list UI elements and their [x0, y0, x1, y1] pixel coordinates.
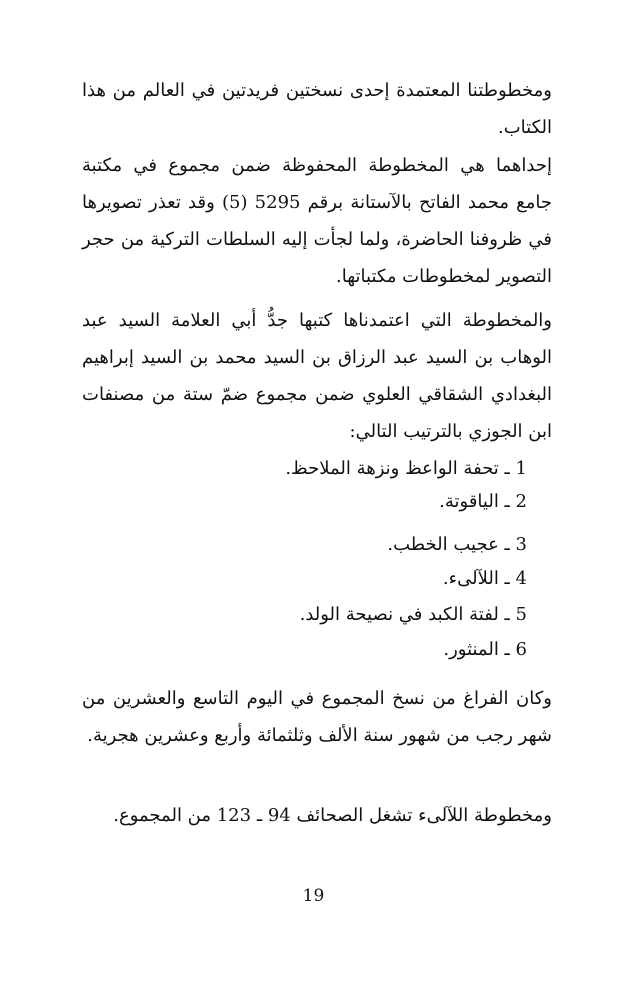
list-item-3: 3 ـ عجيب الخطب. [387, 534, 527, 555]
list-item-1: 1 ـ تحفة الواعظ ونزهة الملاحظ. [285, 458, 527, 479]
list-item-5: 5 ـ لفتة الكبد في نصيحة الولد. [299, 604, 527, 625]
list-item-6: 6 ـ المنثور. [443, 639, 527, 660]
list-item-2: 2 ـ الياقوتة. [439, 491, 527, 512]
paragraph-page-range: ومخطوطة اللآلىء تشغل الصحائف 94 ـ 123 من المجموع. [113, 805, 552, 826]
paragraph-copy-date: وكان الفراغ من نسخ المجموع في اليوم التاسع والعشرين من شهر رجب من شهور سنة الألف وثلثمائة وأربع وعشرين هجرية. [82, 688, 552, 746]
paragraph-adopted-manuscript: والمخطوطة التي اعتمدناها كتبها جدُّ أبي العلامة السيد عبد الوهاب بن السيد عبد الرزاق بن السيد محمد بن السيد إبراهيم البغدادي الشقاقي العلوي ضمن مجموع ضمّ ستة من مصنفات ابن الجوزي بالترتيب التالي: [82, 310, 552, 442]
list-item-4: 4 ـ اللآلىء. [442, 568, 527, 589]
page-number: 19 [302, 886, 325, 906]
paragraph-manuscript-intro: ومخطوطتنا المعتمدة إحدى نسختين فريدتين في العالم من هذا الكتاب. [82, 80, 552, 138]
paragraph-first-copy: إحداهما هي المخطوطة المحفوظة ضمن مجموع في مكتبة جامع محمد الفاتح بالآستانة برقم 5295 (5) وقد تعذر تصويرها في ظروفنا الحاضرة، ولما لجأت إليه السلطات التركية من حجر التصوير لمخطوطات مكتباتها. [82, 155, 552, 287]
